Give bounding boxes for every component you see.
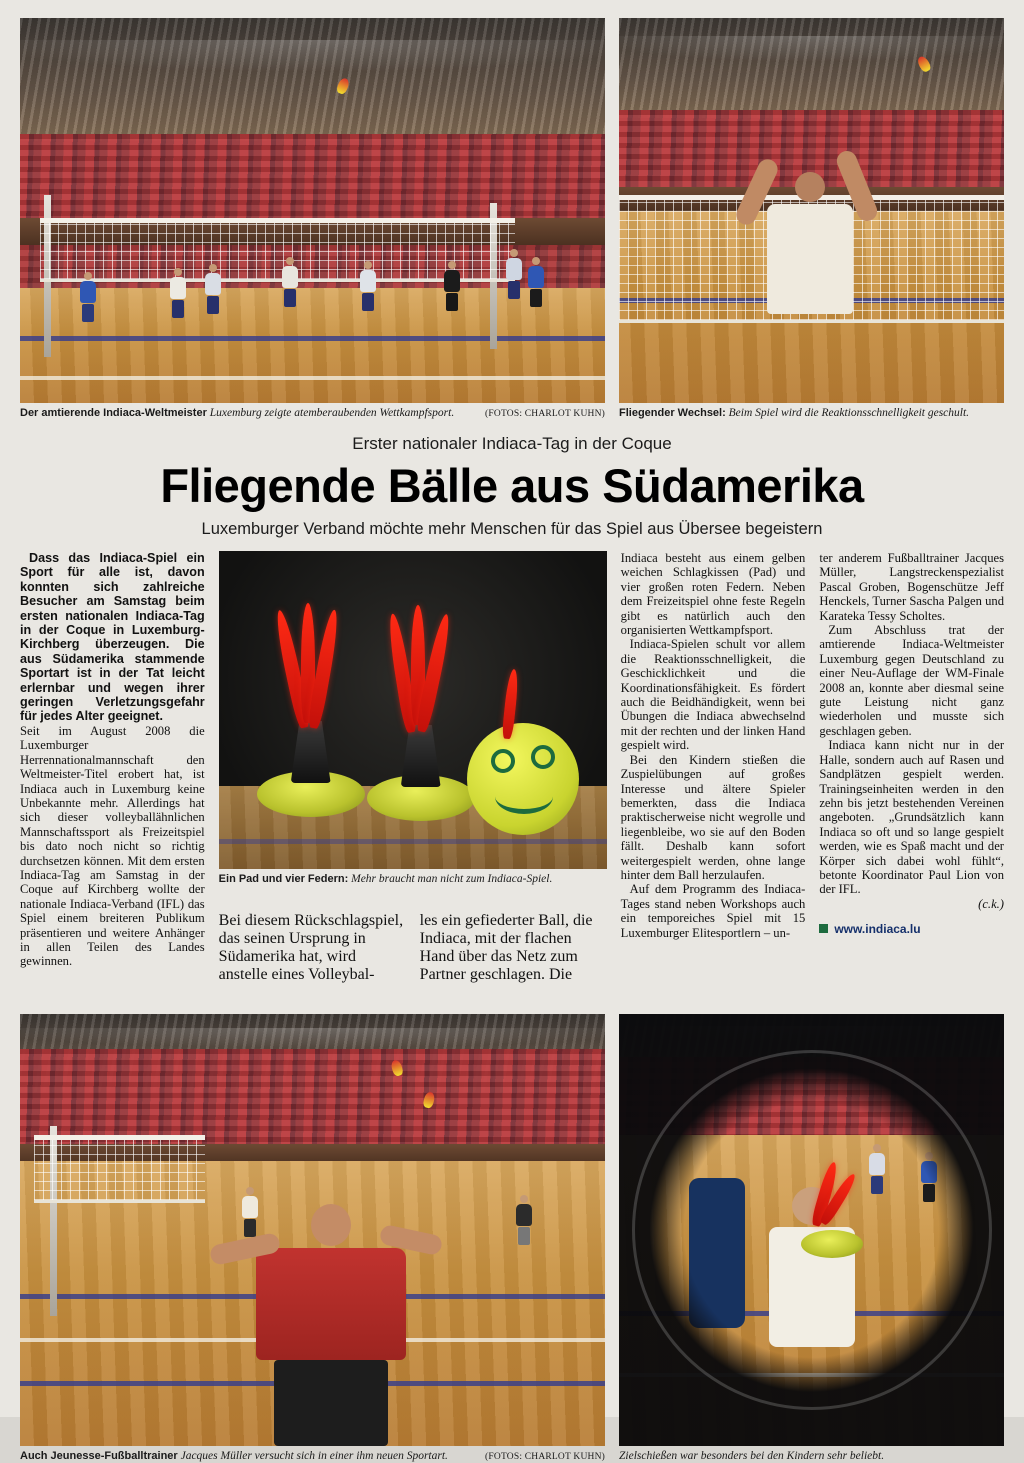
caption-italic-text: Jacques Müller versucht sich in einer ihm neuen Sportart. xyxy=(180,1450,448,1462)
column-2b xyxy=(420,896,607,1000)
caption-bold-text: Fliegender Wechsel: xyxy=(619,407,726,419)
page-title: Fliegende Bälle aus Südamerika xyxy=(160,459,864,512)
article-body xyxy=(20,551,1004,1000)
caption-bold-text: Ein Pad und vier Federn: xyxy=(218,873,349,885)
caption-italic-text: Zielschießen war besonders bei den Kindern sehr beliebt. xyxy=(619,1450,885,1462)
paragraph: Zum Abschluss trat der amtierende Indiaca-Weltmeister Luxemburg gegen Deutschland zu einer Neu-Auflage der WM-Finale 2008 an, konnte aber diesmal seine gute Leistung nicht ganz wiederholen und musste sich geschlagen geben. xyxy=(819,623,1005,738)
website-link-label: www.indiaca.lu xyxy=(834,921,921,936)
subheadline: Luxemburger Verband möchte mehr Menschen für das Spiel aus Übersee begeistern xyxy=(201,520,823,538)
column-3 xyxy=(621,551,806,940)
column-2a xyxy=(219,896,406,1000)
paragraph: Auf dem Programm des Indiaca-Tages stand neben Workshops auch ein temporeiches Spiel mit 15 Luxemburger Elitesportlern – un- xyxy=(620,882,806,940)
author-signature: (c.k.) xyxy=(978,896,1005,911)
bottom-right-caption xyxy=(619,1446,1004,1463)
middle-photo-caption xyxy=(219,869,607,886)
website-link[interactable] xyxy=(819,922,1004,936)
photo-indaca-match-wide xyxy=(20,18,605,403)
top-left-photo-block xyxy=(20,18,605,420)
paragraph: Seit im August 2008 die Luxemburger Herrennationalmannschaft den Weltmeister-Titel erobert hat, ist Indiaca auch in Luxemburg keine Unbekannte mehr. Allerdings hat sich dieser volleyballähnlichen Mannschaftssport als Freizeitspiel bis dato noch nicht so richtig durchsetzen können. Mit dem ersten Indiaca-Tag am Samstag in der Coque auf Kirchberg wollte der nationale Indiaca-Verband (IFL) das Spiel einem breiteren Publikum präsentieren und weitere Anhänger in allen Teilen des Landes gewinnen. xyxy=(20,723,205,969)
square-bullet-icon xyxy=(819,924,828,933)
bottom-left-photo-block xyxy=(20,1014,605,1463)
paragraph: ter anderem Fußballtrainer Jacques Müller, Langstreckenspezialist Pascal Groben, Bogenschütze Jeff Henckels, Turner Sascha Palgen und Karateka Tessy Scholtes. xyxy=(819,551,1005,623)
top-right-photo-block xyxy=(619,18,1004,420)
caption-italic-text: Luxemburg zeigte atemberaubenden Wettkampfsport. xyxy=(209,407,455,419)
bottom-left-caption xyxy=(20,1446,605,1463)
photo-coach-playing xyxy=(20,1014,605,1446)
paragraph: les ein gefiederter Ball, die Indiaca, mit der flachen Hand über das Netz zum Partner geschlagen. Die xyxy=(419,912,593,983)
column-1 xyxy=(20,551,205,969)
paragraph: Indiaca-Spielen schult vor allem die Reaktionsschnelligkeit, die Geschicklichkeit und die Koordinationsfähigkeit. Es fördert auch die Beidhändigkeit, wenn bei Übungen die Indiaca abwechselnd mit der rechten und der linken Hand gespielt wird. xyxy=(620,637,806,753)
kicker: Erster nationaler Indiaca-Tag in der Coque xyxy=(352,434,672,453)
paragraph: Indiaca besteht aus einem gelben weichen Schlagkissen (Pad) und vier großen roten Federn. Neben dem Freizeitspiel ohne feste Regeln gibt es natürlich auch den organisierten Wettkampfsport. xyxy=(620,551,806,638)
paragraph: Bei den Kindern stießen die Zuspielübungen auf großes Interesse und ältere Spieler bemerkten, dass die Indiaca praktischerweise nicht wegrolle und liegenbleibe, wo sie auf den Boden fällt. Deshalb kann sofort weitergespielt werden, ohne lange hinter dem Ball herzulaufen. xyxy=(620,752,806,882)
paragraph: Indiaca kann nicht nur in der Halle, sondern auch auf Rasen und Sandplätzen gespielt werden. Trainingseinheiten werden in den zehn bis jetzt bestehenden Vereinen angeboten. „Grundsätzlich kann Indiaca so oft und so lange gespielt werden, wie es Spaß macht und der Körper sich dabei wohl fühlt“, betonte Koordinator Paul Lion von der IFL. xyxy=(819,738,1005,897)
caption-bold-text: Auch Jeunesse-Fußballtrainer xyxy=(20,1450,178,1462)
caption-bold-text: Der amtierende Indiaca-Weltmeister xyxy=(20,407,207,419)
bottom-right-photo-block xyxy=(619,1014,1004,1463)
lead-paragraph: Dass das Indiaca-Spiel ein Sport für alle ist, davon konnten sich zahlreiche Besucher am Samstag beim ersten nationalen Indiaca-Tag in der Coque in Luxemburg-Kirchberg überzeugen. Die aus Südamerika stammende Sportart ist in der Tat leicht erlernbar und wegen ihrer geringen Verletzungsgefahr für jedes Alter geeignet. xyxy=(20,551,205,724)
column-4 xyxy=(819,551,1004,936)
photo-credit: (FOTOS: CHARLOT KUHN) xyxy=(485,409,605,419)
bottom-photo-row xyxy=(20,1014,1004,1463)
photo-target-shooting-kids xyxy=(619,1014,1004,1446)
top-photo-row xyxy=(20,18,1004,420)
caption-italic-text: Mehr braucht man nicht zum Indiaca-Spiel. xyxy=(351,873,553,885)
top-left-caption xyxy=(20,403,605,420)
caption-italic-text: Beim Spiel wird die Reaktionsschnelligkeit geschult. xyxy=(728,407,970,419)
column-2-with-photo xyxy=(219,551,607,1000)
top-right-caption xyxy=(619,403,1004,420)
photo-player-serve xyxy=(619,18,1004,403)
paragraph: Bei diesem Rückschlagspiel, das seinen Ursprung in Südamerika hat, wird anstelle eines Volleybal- xyxy=(218,912,404,983)
photo-credit: (FOTOS: CHARLOT KUHN) xyxy=(485,1452,605,1462)
photo-pad-and-feathers xyxy=(219,551,607,869)
